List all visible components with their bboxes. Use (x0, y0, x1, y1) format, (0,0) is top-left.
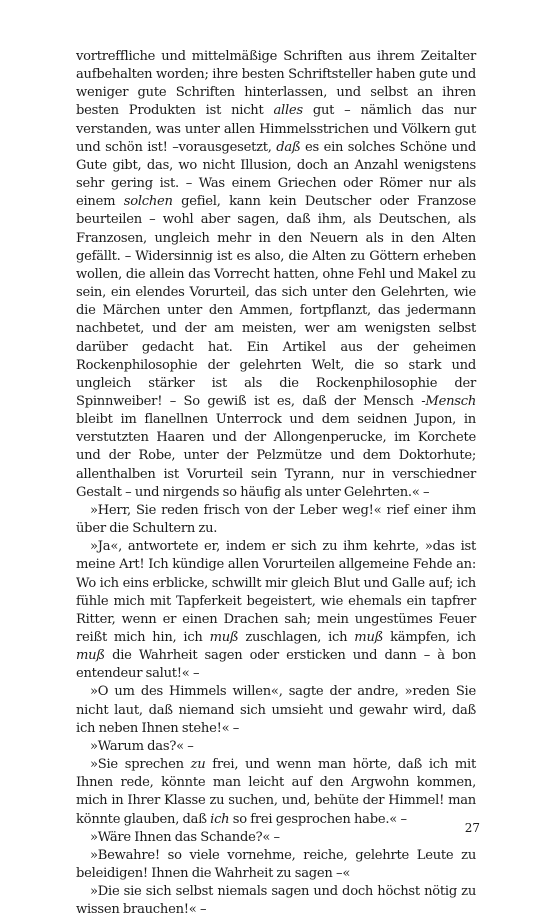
paragraph (76, 683, 476, 737)
paragraph (76, 502, 476, 538)
page-number: 27 (464, 821, 480, 835)
emphasis-text: muß (209, 630, 239, 645)
text-run: vortreffliche und mittelmäßige Schriften aus ihrem Zeitalter aufbehalten worden; ihre besten Schriftsteller haben gute und weniger gute Schriften hinterlassen, und selbst an ihren besten Produkten ist nicht (76, 49, 476, 119)
text-run: »Warum das?« – (90, 738, 194, 754)
paragraph (76, 538, 476, 683)
emphasis-text: solchen (123, 194, 173, 210)
text-run: bleibt im flanellnen Unterrock und dem seidnen Jupon, in verstutzten Haaren und der Allongenperucke, im Korchete und der Robe, unter der Pelzmütze und dem Doktorhute; allenthalben ist Vorurteil sein Tyrann, nur in verschiedner Gestalt – und nirgends so häufig als unter Gelehrten.« – (76, 412, 476, 500)
text-run: gut – nämlich das nur verstanden, was unter allen Himmelsstrichen und Völkern gut und schön ist! –vorausgesetzt, (76, 103, 477, 155)
paragraph (76, 829, 476, 847)
text-run: »Die sie sich selbst niemals sagen und doch höchst nötig zu wissen brauchen!« – (76, 884, 476, 918)
text-run: »Ja«, antwortete er, indem er sich zu ihm kehrte, »das ist meine Art! Ich kündige allen Vorurteilen allgemeine Fehde an: Wo ich eins erblicke, schwillt mir gleich Blut und Galle auf; ich fühle mich mit Tapferkeit begeistert, wie ehemals ein tapfrer Ritter, wenn er einen Drachen sah; mein ungestümes Feuer reißt mich hin, ich (76, 539, 476, 645)
text-run: kämpfen, ich (383, 630, 476, 645)
emphasis-text: Mensch (425, 393, 476, 409)
paragraph (76, 48, 476, 502)
emphasis-text: alles (273, 103, 303, 119)
emphasis-text: ich (210, 811, 230, 827)
text-run: die Wahrheit sagen oder ersticken und dann – à bon entendeur salut!« – (76, 648, 476, 682)
text-run: so frei gesprochen habe.« – (229, 811, 407, 827)
text-run: frei, und wenn man hörte, daß ich mit Ihnen rede, könnte man leicht auf den Argwohn kommen, mich in Ihrer Klasse zu suchen, und, behüte der Himmel! man könnte glauben, daß (76, 757, 476, 827)
emphasis-text: daß (276, 139, 301, 155)
paragraph (76, 756, 476, 829)
emphasis-text: zu (190, 757, 206, 773)
paragraph (76, 883, 476, 919)
text-run: gefiel, kann kein Deutscher oder Franzose beurteilen – wohl aber sagen, daß ihm, als Deutschen, als Franzosen, ungleich mehr in den Neuern als in den Alten gefällt. – Widersinnig ist es also, die Alten zu Göttern erheben wollen, die allein das Vorrecht hatten, ohne Fehl und Makel zu sein, ein elendes Vorurteil, das sich unter den Gelehrten, wie die Märchen unter den Ammen, fortpflanzt, das jedermann nachbetet, und der am meisten, wer am wenigsten selbst darüber gedacht hat. Ein Artikel aus der geheimen Rockenphilosophie der gelehrten Welt, die so stark und ungleich stärker ist als die Rockenphilosophie der Spinnweiber! – So gewiß ist es, daß der Mensch - (76, 194, 476, 409)
text-run: »Wäre Ihnen das Schande?« – (90, 829, 280, 845)
text-run: »O um des Himmels willen«, sagte der andre, »reden Sie nicht laut, daß niemand sich umsieht und gewahr wird, daß ich neben Ihnen stehe!« – (76, 684, 476, 736)
paragraph (76, 847, 476, 883)
emphasis-text: muß (354, 630, 384, 645)
body-text (76, 48, 476, 920)
text-run: es ein solches Schöne und Gute gibt, das, wo nicht Illusion, doch an Anzahl wenigstens sehr gering ist. – Was einem Griechen oder Römer nur als einem (76, 139, 476, 210)
emphasis-text: muß (76, 648, 105, 664)
text-run: »Sie sprechen (90, 757, 191, 773)
text-run: »Bewahre! so viele vornehme, reiche, gelehrte Leute zu beleidigen! Ihnen die Wahrheit zu sagen –« (76, 847, 476, 882)
paragraph (76, 738, 476, 756)
text-run: »Herr, Sie reden frisch von der Leber weg!« rief einer ihm über die Schultern zu. (76, 502, 476, 537)
text-run: zuschlagen, ich (238, 630, 355, 645)
